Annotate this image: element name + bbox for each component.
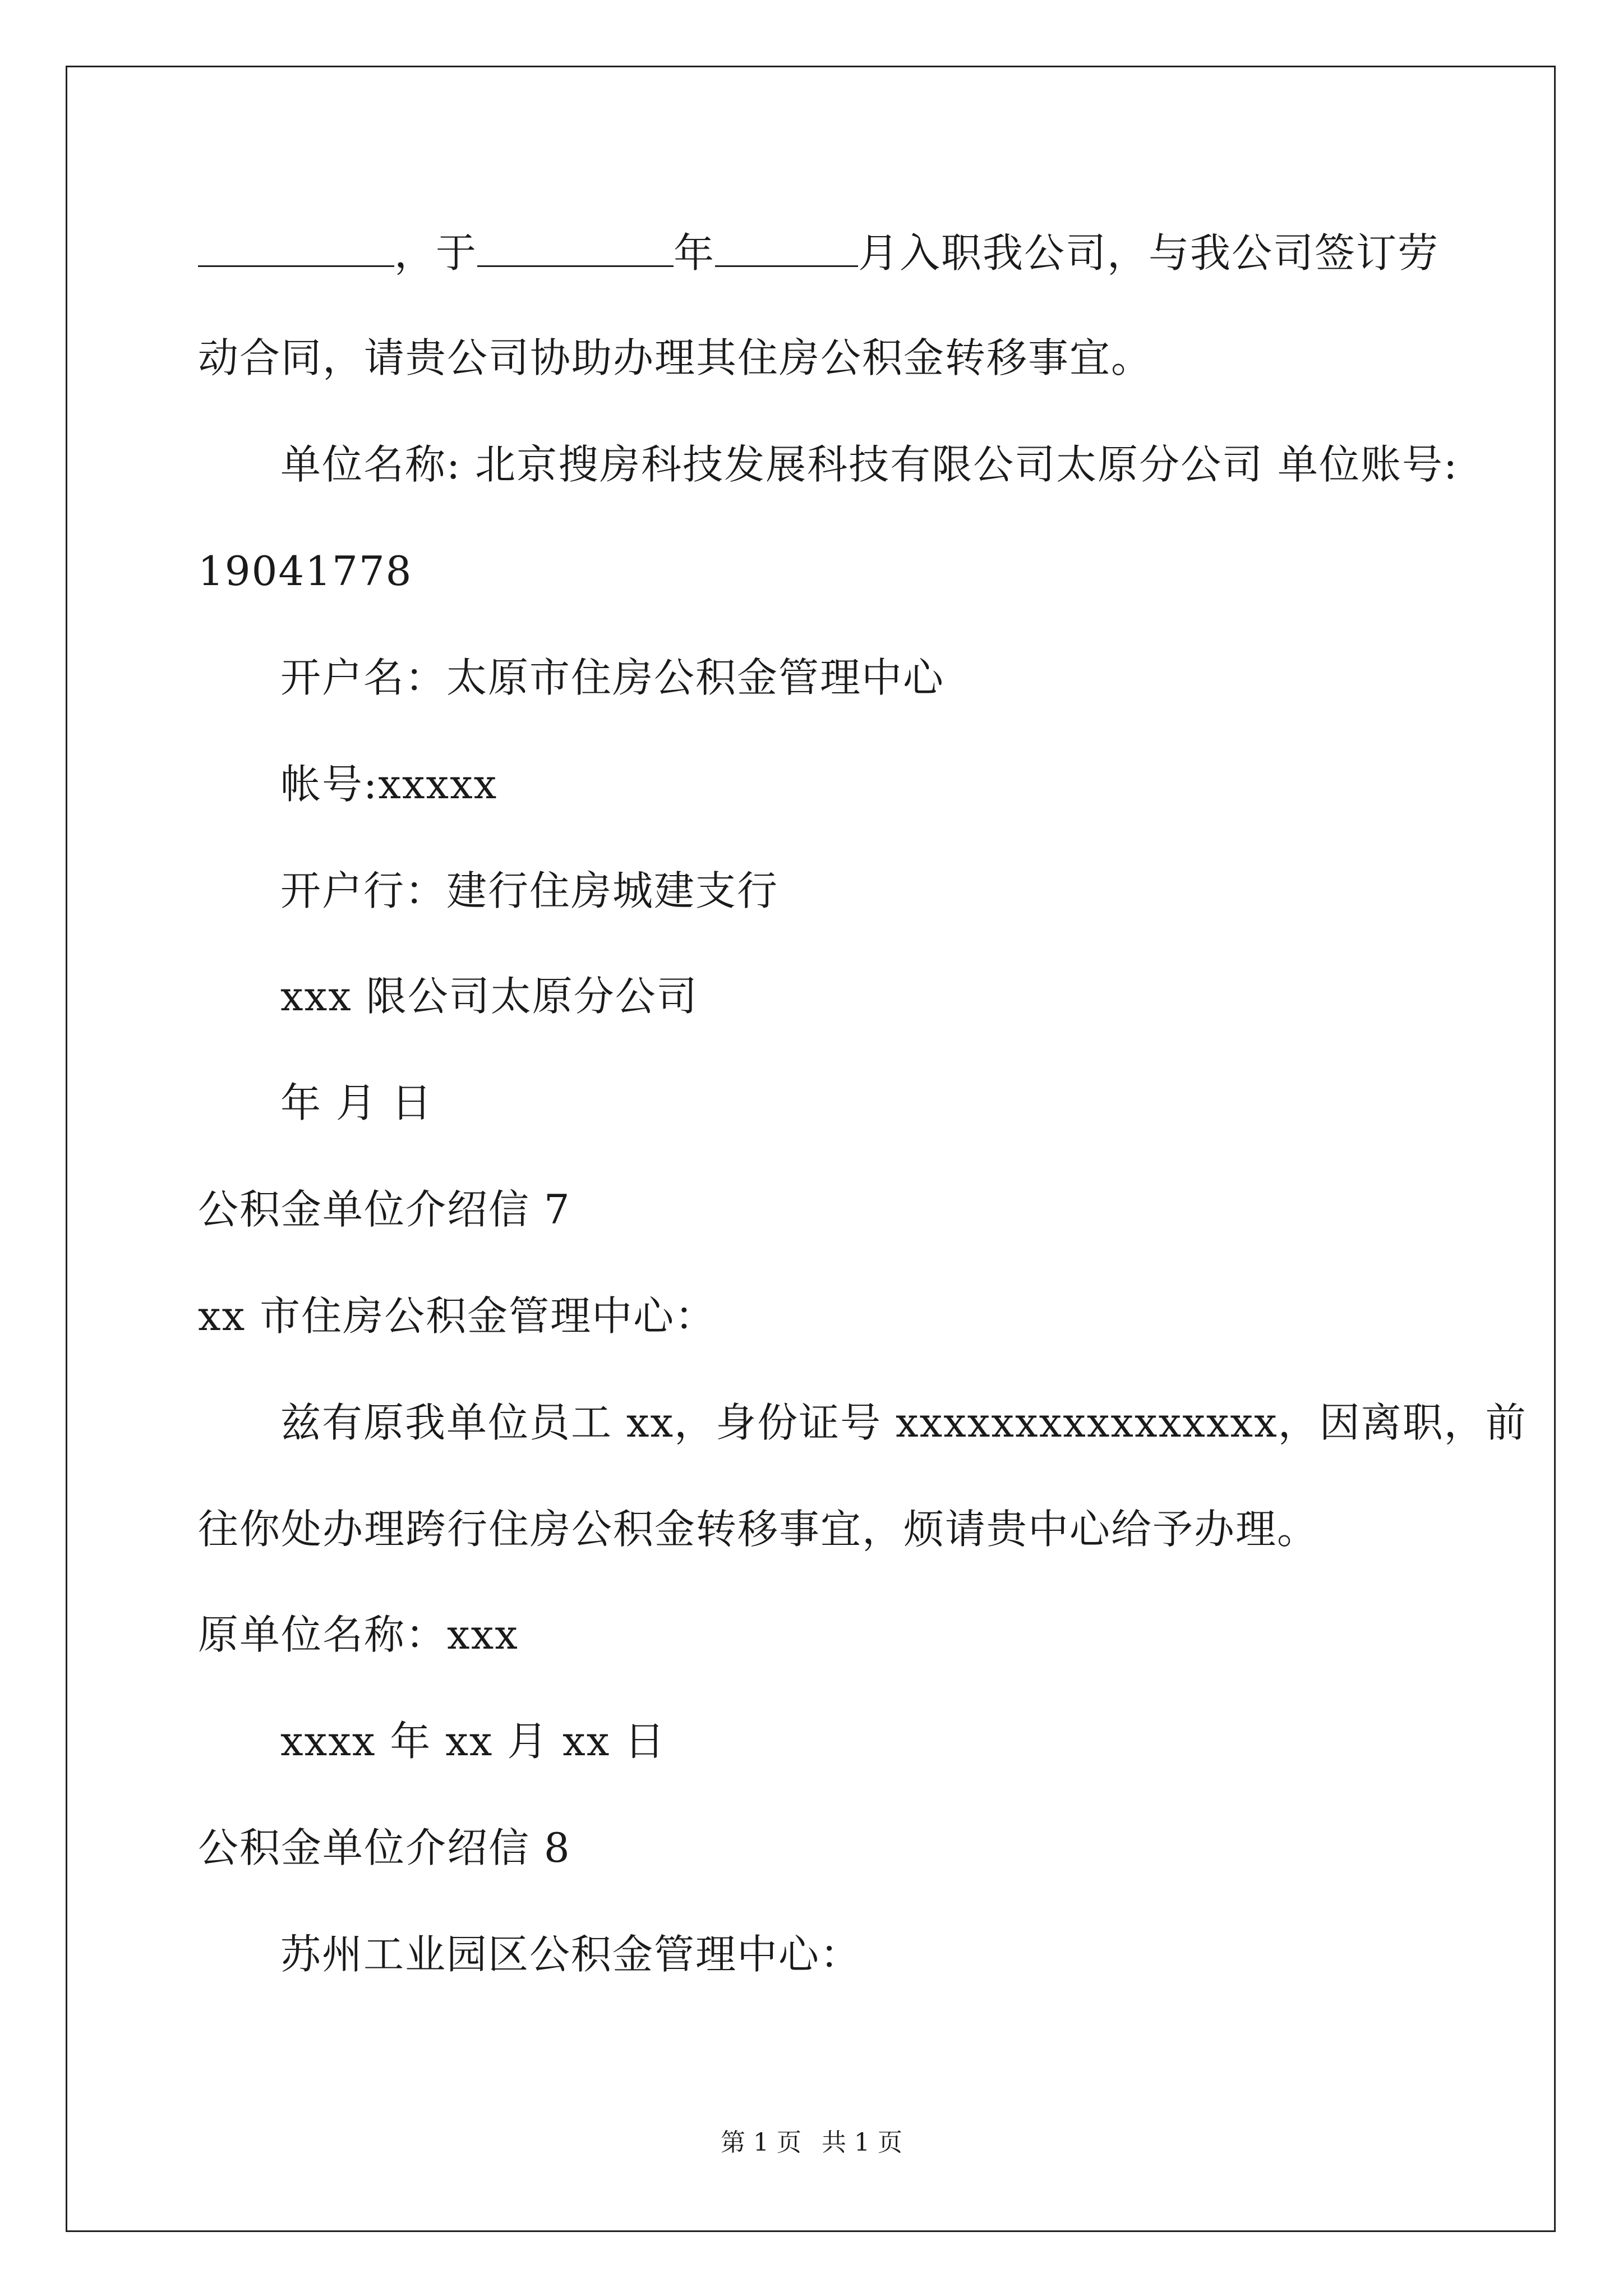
page-number-current: 第 1 页 bbox=[721, 2128, 801, 2157]
text-line-14: 原单位名称：xxx bbox=[198, 1611, 519, 1658]
text-segment: 年 bbox=[674, 229, 716, 277]
section-heading-8: 公积金单位介绍信 8 bbox=[198, 1824, 571, 1871]
blank-month bbox=[715, 231, 858, 267]
text-line-12: 兹有原我单位员工 xx，身份证号 xxxxxxxxxxxxxxxx，因离职，前 bbox=[280, 1399, 1527, 1446]
text-line-1 bbox=[198, 226, 1439, 280]
text-line-17: 苏州工业园区公积金管理中心： bbox=[280, 1931, 862, 1978]
text-line-5: 开户名：太原市住房公积金管理中心 bbox=[280, 654, 945, 701]
text-line-4: 19041778 bbox=[198, 547, 413, 595]
text-segment: 月入职我公司，与我公司签订劳 bbox=[858, 229, 1440, 277]
text-segment: ，于 bbox=[394, 229, 478, 277]
text-line-9: 年 月 日 bbox=[280, 1079, 433, 1126]
text-line-6: 帐号:xxxxx bbox=[280, 761, 498, 808]
page-border bbox=[66, 66, 1556, 2232]
blank-name bbox=[198, 231, 394, 267]
text-line-13: 往你处办理跨行住房公积金转移事宜，烦请贵中心给予办理。 bbox=[198, 1506, 1319, 1553]
text-line-3: 单位名称: 北京搜房科技发展科技有限公司太原分公司 单位账号: bbox=[280, 441, 1459, 488]
text-line-2: 动合同，请贵公司协助办理其住房公积金转移事宜。 bbox=[198, 334, 1153, 381]
page-footer bbox=[0, 2126, 1623, 2160]
text-line-15: xxxx 年 xx 月 xx 日 bbox=[280, 1718, 666, 1765]
section-heading-7: 公积金单位介绍信 7 bbox=[198, 1186, 571, 1233]
text-line-11: xx 市住房公积金管理中心： bbox=[198, 1292, 717, 1340]
text-line-8: xxx 限公司太原分公司 bbox=[280, 973, 698, 1020]
text-line-7: 开户行：建行住房城建支行 bbox=[280, 867, 779, 914]
page-number-total: 共 1 页 bbox=[822, 2128, 902, 2157]
blank-year bbox=[477, 231, 674, 267]
